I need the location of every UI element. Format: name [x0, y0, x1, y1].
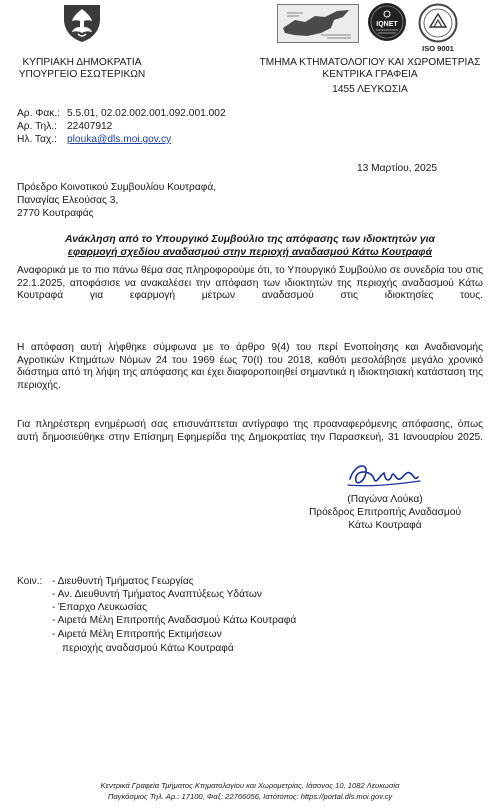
signatory-name: (Παγώνα Λούκα) — [347, 494, 423, 505]
cc-item-5: - Αιρετά Μέλη Επιτροπής Εκτιμήσεων — [52, 629, 222, 640]
subject-line1: Ανάκληση από το Υπουργικό Συμβούλιο της απόφασης των ιδιοκτητών για — [65, 234, 435, 245]
body-paragraph-3: Για πληρέστερη ενημέρωσή σας επισυνάπτεται αντίγραφο της προαναφερόμενης απόφασης, όπως αυτή δημοσιεύθηκε στην Επίσημη Εφημερίδα της Δημοκρατίας την Παρασκευή, 31 Ιανουαρίου 2025. — [17, 419, 483, 443]
file-number-value: 5.5.01, 02.02.002.001.092.001.002 — [67, 108, 226, 119]
cc-item-3: - Έπαρχο Λευκωσίας — [52, 602, 147, 613]
email-link[interactable]: plouka@dls.moi.gov.cy — [67, 134, 172, 145]
cc-item-4: - Αιρετά Μέλη Επιτροπής Αναδασμού Κάτω Κουτραφά — [52, 615, 297, 626]
header-left-line2: ΥΠΟΥΡΓΕΙΟ ΕΣΩΤΕΡΙΚΩΝ — [18, 69, 146, 80]
footer-address: Κεντρικά Γραφεία Τμήματος Κτηματολογίου και Χωρομετρίας, Ιάσονος 10, 1082 Λευκωσία — [100, 781, 400, 790]
handwritten-signature — [344, 457, 424, 497]
file-number-label: Αρ. Φακ.: — [17, 108, 61, 119]
header-right-line2: ΚΕΝΤΡΙΚΑ ΓΡΑΦΕΙΑ — [322, 69, 418, 80]
cc-item-1: - Διευθυντή Τμήματος Γεωργίας — [52, 576, 194, 587]
header-left-line1: ΚΥΠΡΙΑΚΗ ΔΗΜΟΚΡΑΤΙΑ — [22, 57, 142, 68]
cc-item-5-continuation: περιοχής αναδασμού Κάτω Κουτραφά — [62, 643, 234, 654]
header-right-line3: 1455 ΛΕΥΚΩΣΙΑ — [332, 84, 408, 95]
footer-contacts: Παγκόσμιος Τηλ. Αρ.: 17100, Φαξ: 22766056, Ιστότοπος: https://portal.dls.moi.gov.cy — [107, 792, 393, 801]
body-paragraph-2: Η απόφαση αυτή λήφθηκε σύμφωνα με το άρθρο 9(4) του περί Ενοποίησης και Αναδιανομής Αγροτικών Κτημάτων Νόμων 24 του 1969 έως 70(Ι) του 2018, καθότι μεσολάβησε μεγάλο χρονικό διάστημα από τη λήψη της απόφασης και έχει διαφοροποιηθεί σημαντικά η ιδιοκτησιακή κατάσταση της περιοχής. — [17, 342, 483, 391]
iqnet-certification-logo — [367, 2, 407, 42]
cc-item-2: - Αν. Διευθυντή Τμήματος Αναπτύξεως Υδάτων — [52, 589, 262, 600]
phone-number-value: 22407912 — [67, 121, 113, 132]
subject-heading — [8, 234, 492, 259]
recipient-line2: Παναγίας Ελεούσας 3, — [17, 195, 119, 206]
recipient-line3: 2770 Κουτραφάς — [17, 208, 94, 219]
phone-number-label: Αρ. Τηλ.: — [17, 121, 57, 132]
cyprus-coat-of-arms-logo — [61, 3, 103, 43]
body-paragraph-1: Αναφορικά με το πιο πάνω θέμα σας πληροφορούμε ότι, το Υπουργικό Συμβούλιο σε συνεδρία του στις 22.1.2025, αποφάσισε να ανακαλέσει την απόφαση των ιδιοκτητών της περιοχής αναδασμού Κάτω Κουτραφά για εφαρμογή μέτρων αναδασμού στις ιδιοκτησίες τους. — [17, 265, 483, 302]
iso-9001-label: ISO 9001 — [422, 44, 454, 53]
recipient-line1: Πρόεδρο Κοινοτικού Συμβουλίου Κουτραφά, — [17, 182, 217, 193]
cyprus-map-cadastre-logo — [277, 4, 359, 43]
signatory-title-line2: Κάτω Κουτραφά — [348, 520, 422, 531]
email-label: Ηλ. Ταχ.: — [17, 134, 57, 145]
cc-label: Κοιν.: — [17, 576, 43, 587]
subject-line2: εφαρμογή σχεδίου αναδασμού στην περιοχή αναδασμού Κάτω Κουτραφά — [67, 246, 433, 258]
header-right-line1: ΤΜΗΜΑ ΚΤΗΜΑΤΟΛΟΓΙΟΥ ΚΑΙ ΧΩΡΟΜΕΤΡΙΑΣ — [259, 57, 481, 68]
signatory-title-line1: Πρόεδρος Επιτροπής Αναδασμού — [308, 507, 462, 518]
iso-9001-certification-logo — [418, 3, 458, 43]
letter-date: 13 Μαρτίου, 2025 — [357, 163, 438, 174]
iqnet-logo-text: IQNET — [376, 21, 398, 28]
